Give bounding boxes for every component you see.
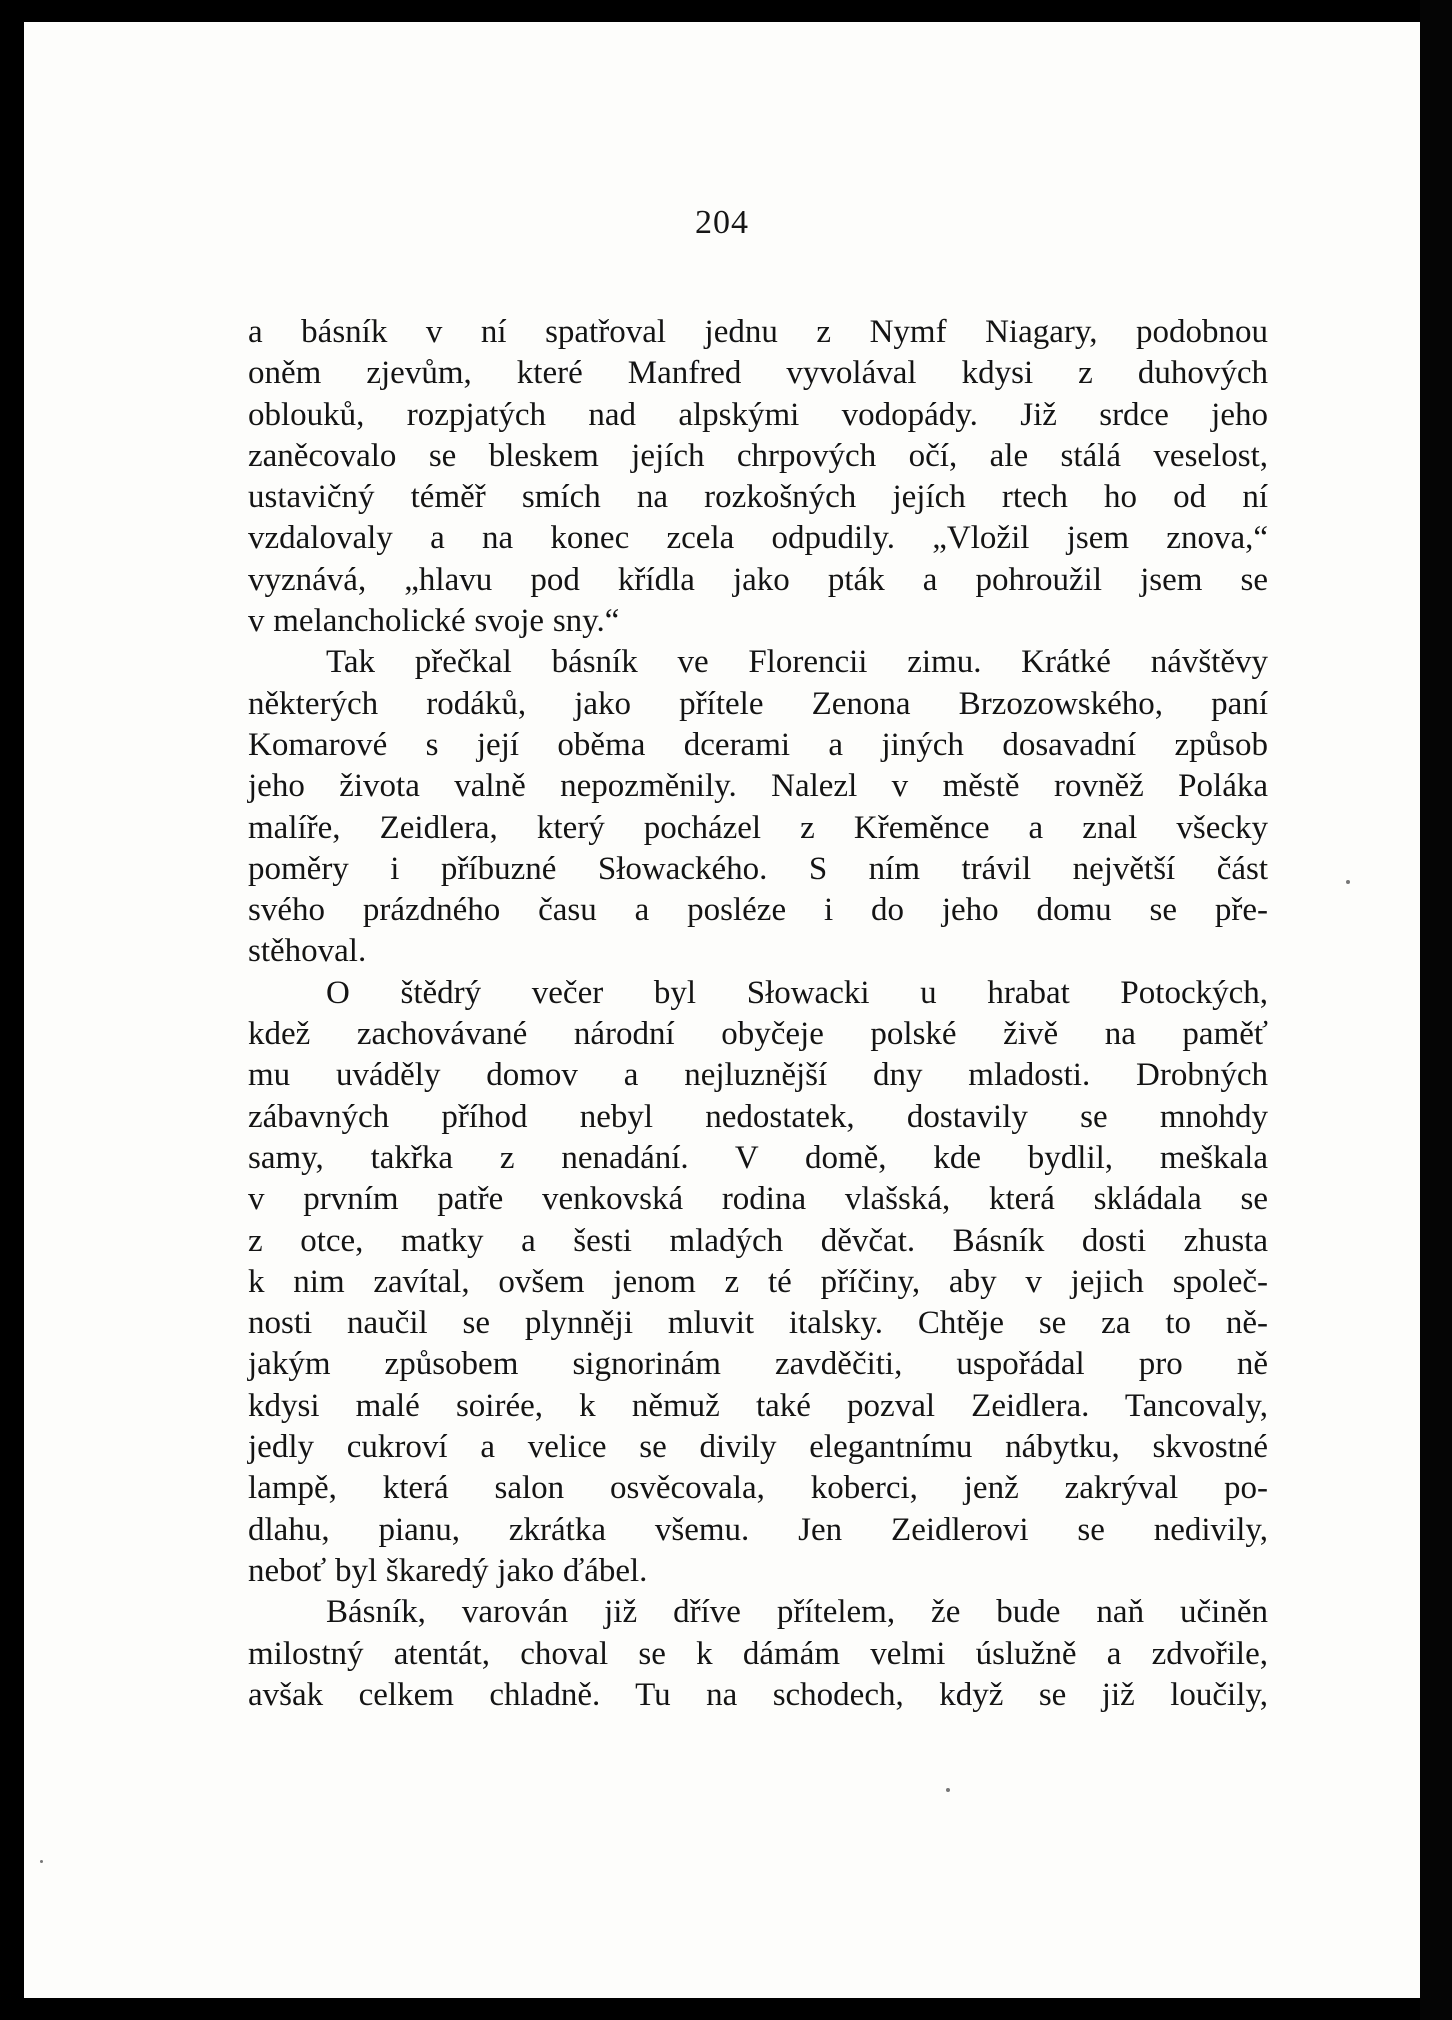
text-line: stěhoval.: [248, 933, 367, 970]
text-line: z otce, matky a šesti mladých děvčat. Básník dosti zhusta: [248, 1222, 1268, 1259]
text-line: avšak celkem chladně. Tu na schodech, když se již loučily,: [248, 1676, 1268, 1713]
text-line: v melancholické svoje sny.“: [248, 603, 620, 640]
text-line: zábavných příhod nebyl nedostatek, dostavily se mnohdy: [248, 1098, 1268, 1135]
text-line: zaněcovalo se bleskem jejích chrpových očí, ale stálá veselost,: [248, 437, 1268, 474]
scan-speck: [946, 1788, 950, 1792]
text-line: lampě, která salon osvěcovala, koberci, jenž zakrýval po-: [248, 1470, 1268, 1507]
text-line: Komarové s její oběma dcerami a jiných dosavadní způsob: [248, 726, 1268, 763]
text-line: malíře, Zeidlera, který pocházel z Křeměnce a znal všecky: [248, 809, 1268, 846]
text-line: O štědrý večer byl Słowacki u hrabat Potockých,: [326, 974, 1268, 1011]
text-line: kdysi malé soirée, k němuž také pozval Zeidlera. Tancovaly,: [248, 1387, 1268, 1424]
text-line: Tak přečkal básník ve Florencii zimu. Krátké návštěvy: [326, 644, 1268, 681]
text-line: oblouků, rozpjatých nad alpskými vodopády. Již srdce jeho: [248, 396, 1268, 433]
text-line: a básník v ní spatřoval jednu z Nymf Niagary, podobnou: [248, 314, 1268, 350]
text-line: Básník, varován již dříve přítelem, že bude naň učiněn: [326, 1594, 1268, 1631]
text-line: milostný atentát, choval se k dámám velmi úslužně a zdvořile,: [248, 1635, 1268, 1672]
scan-border-right: [1420, 0, 1452, 2020]
text-line: k nim zavítal, ovšem jenom z té příčiny, aby v jejich společ-: [248, 1263, 1268, 1300]
text-line: dlahu, pianu, zkrátka všemu. Jen Zeidlerovi se nedivily,: [248, 1511, 1268, 1548]
text-line: jakým způsobem signorinám zavděčiti, uspořádal pro ně: [248, 1346, 1268, 1383]
text-line: mu uváděly domov a nejluznější dny mladosti. Drobných: [248, 1057, 1268, 1094]
text-line: neboť byl škaredý jako ďábel.: [248, 1552, 648, 1589]
text-line: vyznává, „hlavu pod křídla jako pták a pohroužil jsem se: [248, 561, 1268, 598]
scan-speck: [40, 1860, 43, 1863]
book-page: [24, 22, 1420, 1998]
page-text: [248, 312, 1268, 1716]
text-line: oněm zjevům, které Manfred vyvolával kdysi z duhových: [248, 355, 1268, 392]
text-line: vzdalovaly a na konec zcela odpudily. „Vložil jsem znova,“: [248, 520, 1268, 557]
text-line: jedly cukroví a velice se divily elegantnímu nábytku, skvostné: [248, 1429, 1268, 1466]
text-line: samy, takřka z nenadání. V domě, kde bydlil, meškala: [248, 1139, 1268, 1176]
text-line: poměry i příbuzné Słowackého. S ním trávil největší část: [248, 850, 1268, 887]
text-line: jeho života valně nepozměnily. Nalezl v městě rovněž Poláka: [248, 768, 1268, 805]
text-line: kdež zachovávané národní obyčeje polské živě na paměť: [248, 1016, 1268, 1053]
page-number: 204: [695, 204, 749, 241]
text-line: v prvním patře venkovská rodina vlašská, která skládala se: [248, 1181, 1268, 1218]
text-line: některých rodáků, jako přítele Zenona Brzozowského, paní: [248, 685, 1268, 722]
text-line: ustavičný téměř smích na rozkošných jejích rtech ho od ní: [248, 479, 1268, 516]
text-line: svého prázdného času a posléze i do jeho domu se pře-: [248, 892, 1268, 929]
scan-speck: [1346, 880, 1350, 884]
text-line: nosti naučil se plynněji mluvit italsky. Chtěje se za to ně-: [248, 1305, 1268, 1342]
